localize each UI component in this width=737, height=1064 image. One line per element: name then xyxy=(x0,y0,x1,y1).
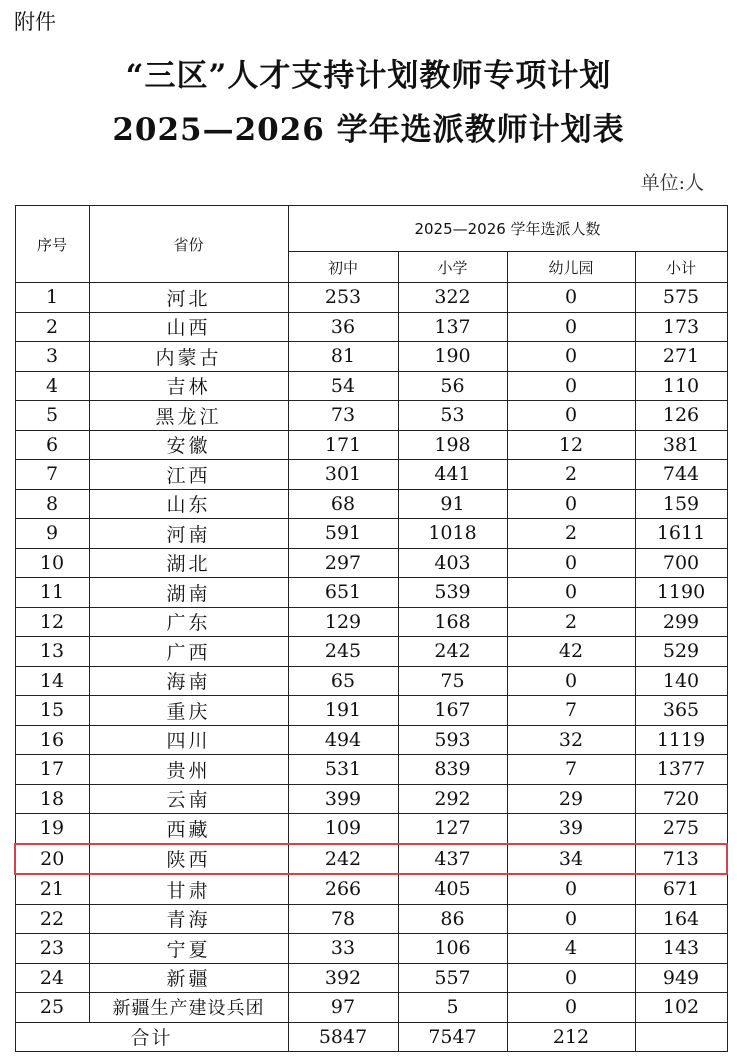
cell-kindergarten: 12 xyxy=(507,430,635,460)
cell-province: 四川 xyxy=(89,725,288,755)
cell-junior: 33 xyxy=(288,934,398,964)
total-subtotal xyxy=(635,1022,727,1052)
cell-kindergarten: 0 xyxy=(507,548,635,578)
table-row xyxy=(15,725,727,755)
table-row xyxy=(15,430,727,460)
cell-subtotal: 671 xyxy=(635,874,727,904)
cell-junior: 129 xyxy=(288,607,398,637)
cell-province: 新疆生产建设兵团 xyxy=(89,993,288,1023)
table-row xyxy=(15,519,727,549)
table-row xyxy=(15,696,727,726)
total-kindergarten: 212 xyxy=(507,1022,635,1052)
table-row xyxy=(15,755,727,785)
cell-province: 广西 xyxy=(89,637,288,667)
cell-province: 新疆 xyxy=(89,963,288,993)
cell-primary: 56 xyxy=(398,371,507,401)
cell-province: 湖南 xyxy=(89,578,288,608)
cell-seq: 10 xyxy=(15,548,89,578)
total-row xyxy=(15,1022,727,1052)
cell-junior: 54 xyxy=(288,371,398,401)
table-row xyxy=(15,578,727,608)
cell-primary: 198 xyxy=(398,430,507,460)
cell-seq: 3 xyxy=(15,342,89,372)
cell-junior: 266 xyxy=(288,874,398,904)
cell-province: 湖北 xyxy=(89,548,288,578)
cell-primary: 137 xyxy=(398,312,507,342)
cell-subtotal: 720 xyxy=(635,784,727,814)
cell-junior: 297 xyxy=(288,548,398,578)
cell-subtotal: 110 xyxy=(635,371,727,401)
cell-kindergarten: 0 xyxy=(507,904,635,934)
cell-kindergarten: 2 xyxy=(507,460,635,490)
cell-province: 吉林 xyxy=(89,371,288,401)
cell-kindergarten: 0 xyxy=(507,371,635,401)
cell-kindergarten: 0 xyxy=(507,578,635,608)
cell-junior: 81 xyxy=(288,342,398,372)
table-row xyxy=(15,844,727,875)
table-row xyxy=(15,460,727,490)
cell-subtotal: 713 xyxy=(635,844,727,875)
cell-seq: 25 xyxy=(15,993,89,1023)
table-row xyxy=(15,993,727,1023)
cell-subtotal: 102 xyxy=(635,993,727,1023)
cell-province: 安徽 xyxy=(89,430,288,460)
cell-subtotal: 143 xyxy=(635,934,727,964)
cell-primary: 441 xyxy=(398,460,507,490)
cell-kindergarten: 4 xyxy=(507,934,635,964)
table-row xyxy=(15,784,727,814)
cell-primary: 75 xyxy=(398,666,507,696)
cell-junior: 253 xyxy=(288,283,398,313)
cell-primary: 106 xyxy=(398,934,507,964)
cell-primary: 127 xyxy=(398,814,507,844)
cell-kindergarten: 2 xyxy=(507,607,635,637)
cell-seq: 16 xyxy=(15,725,89,755)
table-row xyxy=(15,371,727,401)
cell-junior: 36 xyxy=(288,312,398,342)
cell-kindergarten: 7 xyxy=(507,696,635,726)
cell-subtotal: 126 xyxy=(635,401,727,431)
table-row xyxy=(15,904,727,934)
cell-junior: 245 xyxy=(288,637,398,667)
cell-seq: 7 xyxy=(15,460,89,490)
cell-junior: 97 xyxy=(288,993,398,1023)
cell-province: 山东 xyxy=(89,489,288,519)
cell-subtotal: 275 xyxy=(635,814,727,844)
cell-subtotal: 1611 xyxy=(635,519,727,549)
cell-seq: 17 xyxy=(15,755,89,785)
cell-province: 甘肃 xyxy=(89,874,288,904)
cell-province: 山西 xyxy=(89,312,288,342)
cell-primary: 190 xyxy=(398,342,507,372)
cell-subtotal: 164 xyxy=(635,904,727,934)
cell-subtotal: 271 xyxy=(635,342,727,372)
cell-province: 宁夏 xyxy=(89,934,288,964)
cell-junior: 494 xyxy=(288,725,398,755)
cell-province: 河南 xyxy=(89,519,288,549)
cell-subtotal: 1119 xyxy=(635,725,727,755)
cell-kindergarten: 0 xyxy=(507,401,635,431)
cell-junior: 301 xyxy=(288,460,398,490)
cell-primary: 5 xyxy=(398,993,507,1023)
cell-kindergarten: 29 xyxy=(507,784,635,814)
table-row xyxy=(15,312,727,342)
cell-subtotal: 365 xyxy=(635,696,727,726)
cell-primary: 1018 xyxy=(398,519,507,549)
cell-subtotal: 159 xyxy=(635,489,727,519)
cell-kindergarten: 0 xyxy=(507,993,635,1023)
cell-seq: 15 xyxy=(15,696,89,726)
cell-primary: 593 xyxy=(398,725,507,755)
cell-seq: 21 xyxy=(15,874,89,904)
cell-seq: 12 xyxy=(15,607,89,637)
cell-junior: 392 xyxy=(288,963,398,993)
cell-seq: 18 xyxy=(15,784,89,814)
cell-kindergarten: 32 xyxy=(507,725,635,755)
teacher-plan-table xyxy=(14,205,728,1052)
cell-seq: 8 xyxy=(15,489,89,519)
cell-primary: 91 xyxy=(398,489,507,519)
cell-kindergarten: 0 xyxy=(507,963,635,993)
cell-subtotal: 381 xyxy=(635,430,727,460)
cell-junior: 591 xyxy=(288,519,398,549)
cell-junior: 191 xyxy=(288,696,398,726)
header-seq: 序号 xyxy=(15,206,89,283)
cell-subtotal: 744 xyxy=(635,460,727,490)
cell-kindergarten: 0 xyxy=(507,489,635,519)
cell-seq: 6 xyxy=(15,430,89,460)
cell-primary: 292 xyxy=(398,784,507,814)
cell-kindergarten: 0 xyxy=(507,283,635,313)
header-primary: 小学 xyxy=(398,252,507,283)
cell-province: 河北 xyxy=(89,283,288,313)
cell-junior: 651 xyxy=(288,578,398,608)
header-junior: 初中 xyxy=(288,252,398,283)
cell-province: 江西 xyxy=(89,460,288,490)
table-row xyxy=(15,283,727,313)
cell-seq: 19 xyxy=(15,814,89,844)
title-line-2: 2025—2026 学年选派教师计划表 xyxy=(112,112,625,148)
header-group: 2025—2026 学年选派人数 xyxy=(288,206,727,252)
table-row xyxy=(15,607,727,637)
cell-primary: 557 xyxy=(398,963,507,993)
cell-seq: 14 xyxy=(15,666,89,696)
unit-label: 单位:人 xyxy=(640,172,704,194)
cell-province: 重庆 xyxy=(89,696,288,726)
cell-seq: 9 xyxy=(15,519,89,549)
attachment-label: 附件 xyxy=(14,10,56,34)
total-label: 合计 xyxy=(15,1022,288,1052)
cell-subtotal: 140 xyxy=(635,666,727,696)
cell-subtotal: 700 xyxy=(635,548,727,578)
cell-junior: 399 xyxy=(288,784,398,814)
cell-seq: 4 xyxy=(15,371,89,401)
cell-subtotal: 173 xyxy=(635,312,727,342)
total-junior: 5847 xyxy=(288,1022,398,1052)
cell-subtotal: 949 xyxy=(635,963,727,993)
cell-kindergarten: 0 xyxy=(507,312,635,342)
table-row xyxy=(15,666,727,696)
cell-seq: 22 xyxy=(15,904,89,934)
table-row xyxy=(15,874,727,904)
total-primary: 7547 xyxy=(398,1022,507,1052)
cell-junior: 65 xyxy=(288,666,398,696)
cell-junior: 78 xyxy=(288,904,398,934)
cell-junior: 171 xyxy=(288,430,398,460)
cell-kindergarten: 0 xyxy=(507,666,635,696)
table-row xyxy=(15,963,727,993)
cell-primary: 437 xyxy=(398,844,507,875)
cell-primary: 242 xyxy=(398,637,507,667)
header-kindergarten: 幼儿园 xyxy=(507,252,635,283)
cell-province: 贵州 xyxy=(89,755,288,785)
table-row xyxy=(15,548,727,578)
cell-primary: 167 xyxy=(398,696,507,726)
cell-subtotal: 575 xyxy=(635,283,727,313)
cell-province: 黑龙江 xyxy=(89,401,288,431)
cell-seq: 23 xyxy=(15,934,89,964)
cell-junior: 109 xyxy=(288,814,398,844)
cell-primary: 839 xyxy=(398,755,507,785)
cell-province: 云南 xyxy=(89,784,288,814)
cell-junior: 68 xyxy=(288,489,398,519)
cell-primary: 168 xyxy=(398,607,507,637)
header-subtotal: 小计 xyxy=(635,252,727,283)
cell-province: 海南 xyxy=(89,666,288,696)
cell-province: 陕西 xyxy=(89,844,288,875)
table-row xyxy=(15,489,727,519)
cell-kindergarten: 0 xyxy=(507,342,635,372)
table-row xyxy=(15,934,727,964)
cell-subtotal: 299 xyxy=(635,607,727,637)
cell-primary: 53 xyxy=(398,401,507,431)
cell-subtotal: 1377 xyxy=(635,755,727,785)
cell-kindergarten: 34 xyxy=(507,844,635,875)
cell-kindergarten: 0 xyxy=(507,874,635,904)
title-line-1: “三区”人才支持计划教师专项计划 xyxy=(125,58,612,94)
cell-primary: 86 xyxy=(398,904,507,934)
cell-primary: 403 xyxy=(398,548,507,578)
cell-seq: 1 xyxy=(15,283,89,313)
table-row xyxy=(15,342,727,372)
cell-subtotal: 1190 xyxy=(635,578,727,608)
cell-junior: 73 xyxy=(288,401,398,431)
cell-primary: 405 xyxy=(398,874,507,904)
cell-seq: 5 xyxy=(15,401,89,431)
cell-kindergarten: 7 xyxy=(507,755,635,785)
table-row xyxy=(15,814,727,844)
cell-seq: 20 xyxy=(15,844,89,875)
cell-province: 广东 xyxy=(89,607,288,637)
table-row xyxy=(15,637,727,667)
cell-province: 青海 xyxy=(89,904,288,934)
cell-primary: 322 xyxy=(398,283,507,313)
cell-seq: 24 xyxy=(15,963,89,993)
cell-kindergarten: 39 xyxy=(507,814,635,844)
cell-province: 西藏 xyxy=(89,814,288,844)
cell-seq: 2 xyxy=(15,312,89,342)
cell-kindergarten: 2 xyxy=(507,519,635,549)
cell-subtotal: 529 xyxy=(635,637,727,667)
header-province: 省份 xyxy=(89,206,288,283)
cell-province: 内蒙古 xyxy=(89,342,288,372)
cell-junior: 531 xyxy=(288,755,398,785)
cell-kindergarten: 42 xyxy=(507,637,635,667)
cell-primary: 539 xyxy=(398,578,507,608)
table-row xyxy=(15,401,727,431)
cell-junior: 242 xyxy=(288,844,398,875)
cell-seq: 11 xyxy=(15,578,89,608)
cell-seq: 13 xyxy=(15,637,89,667)
